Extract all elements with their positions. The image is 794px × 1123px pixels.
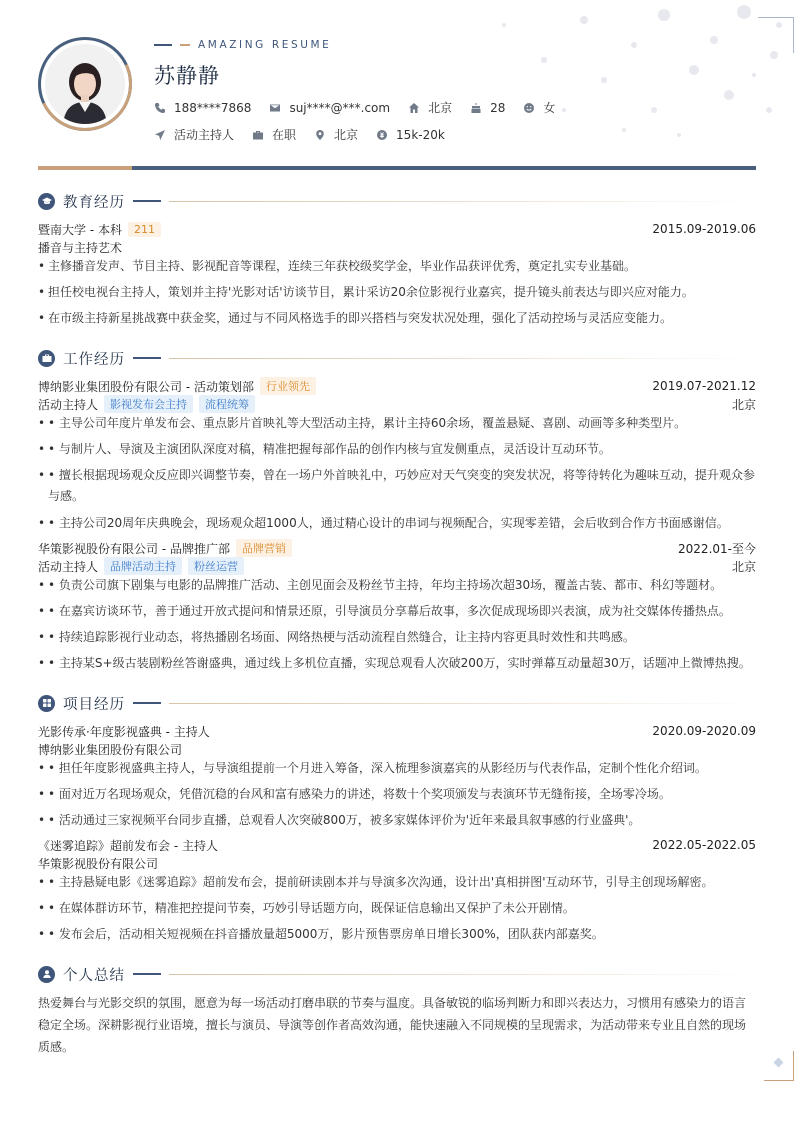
school-name: 暨南大学 - 本科	[38, 222, 122, 237]
job-intent-row	[154, 126, 463, 143]
section-summary	[38, 965, 756, 983]
avatar-photo	[45, 44, 125, 124]
list-item: • 担任校电视台主持人，策划并主持'光影对话'访谈节目，累计采访20余位影视行业嘉宾，提升镜头前表达与即兴应对能力。	[38, 285, 694, 299]
header-divider	[38, 166, 756, 170]
list-item: • • 负责公司旗下剧集与电影的品牌推广活动、主创见面会及粉丝节主持，年均主持场次超30场，覆盖古装、都市、科幻等题材。	[38, 578, 723, 592]
coin-icon	[376, 129, 388, 141]
user-icon	[38, 966, 55, 983]
list-item: • • 持续追踪影视行业动态，将热播剧名场面、网络热梗与活动流程自然缝合，让主持内容更具时效性和共鸣感。	[38, 630, 635, 644]
location-pin-icon	[314, 129, 326, 141]
list-item: • 在市级主持新星挑战赛中获金奖，通过与不同风格选手的即兴搭档与突发状况处理，强化了活动控场与灵活应变能力。	[38, 311, 673, 325]
section-title: 工作经历	[63, 351, 125, 368]
education-date: 2015.09-2019.06	[652, 222, 756, 236]
skill-tag: 影视发布会主持	[104, 395, 193, 413]
company: 华策影视股份有限公司 - 品牌推广部	[38, 541, 230, 556]
list-item: • • 在媒体群访环节，精准把控提问节奏，巧妙引导话题方向，既保证信息输出又保护了未公开剧情。	[38, 901, 575, 915]
list-item: • • 发布会后，活动相关短视频在抖音播放量超5000万，影片预售票房单日增长300%，团队获内部嘉奖。	[38, 927, 604, 941]
section-title: 项目经历	[63, 696, 125, 713]
salary-text: 15k-20k	[396, 127, 445, 142]
project-org-row	[38, 741, 756, 757]
tagline-text: AMAZING RESUME	[198, 39, 332, 51]
company: 博纳影业集团股份有限公司 - 活动策划部	[38, 379, 254, 394]
project-date: 2022.05-2022.05	[652, 838, 756, 852]
project-org: 华策影视股份有限公司	[38, 856, 159, 871]
section-title: 教育经历	[63, 194, 125, 211]
company-tag: 行业领先	[260, 377, 316, 395]
graduation-cap-icon	[38, 193, 55, 210]
home-item	[408, 99, 452, 116]
summary-text: 热爱舞台与光影交织的氛围，愿意为每一场活动打磨串联的节奏与温度。具备敏锐的临场判断力和即兴表达力，习惯用有感染力的语言稳定全场。深耕影视行业语境，擅长与演员、导演等创作者高效沟通，能快速融入不同规模的呈现需求，为活动带来专业且自然的现场质感。	[38, 996, 747, 1054]
list-item: • • 擅长根据现场观众反应即兴调整节奏，曾在一场户外首映礼中，巧妙应对天气突变的突发状况，将等待转化为趣味互动，提升观众参与感。	[38, 468, 755, 503]
list-item: • • 与制片人、导演及主演团队深度对稿，精准把握每部作品的创作内核与宣发侧重点，灵活设计互动环节。	[38, 442, 611, 456]
avatar	[38, 37, 132, 131]
project-name: 《迷雾追踪》超前发布会 - 主持人	[38, 838, 218, 853]
list-item: • • 面对近万名现场观众，凭借沉稳的台风和富有感染力的讲述，将数十个奖项颁发与表演环节无缝衔接，全场零冷场。	[38, 787, 671, 801]
briefcase-icon	[252, 129, 264, 141]
list-item: • • 活动通过三家视频平台同步直播，总观看人次突破800万，被多家媒体评价为'近年来最具叙事感的行业盛典'。	[38, 813, 641, 827]
phone-text: 188****7868	[174, 100, 252, 115]
salary-item	[376, 128, 445, 142]
email-text: suj****@***.com	[289, 100, 391, 115]
project-header	[38, 837, 756, 853]
company-tag: 品牌营销	[236, 539, 292, 557]
phone-item	[154, 101, 251, 115]
briefcase-icon	[38, 350, 55, 367]
list-item: • • 主导公司年度片单发布会、重点影片首映礼等大型活动主持，累计主持60余场，覆盖悬疑、喜剧、动画等多种类型片。	[38, 416, 687, 430]
list-item: • • 主持悬疑电影《迷雾追踪》超前发布会，提前研读剧本并与导演多次沟通，设计出'真相拼图'互动环节，引导主创现场解密。	[38, 875, 714, 889]
list-item: • 主修播音发声、节目主持、影视配音等课程，连续三年获校级奖学金，毕业作品获评优秀，奠定扎实专业基础。	[38, 259, 637, 273]
email-item	[269, 101, 390, 115]
major: 播音与主持艺术	[38, 240, 123, 255]
job-header	[38, 540, 756, 556]
list-item: • • 在嘉宾访谈环节，善于通过开放式提问和情景还原，引导演员分享幕后故事，多次促成现场即兴表演，成为社交媒体传播热点。	[38, 604, 731, 618]
project-org: 博纳影业集团股份有限公司	[38, 742, 183, 757]
city-item	[314, 126, 358, 143]
tagline-bar-accent	[180, 44, 190, 46]
home-text: 北京	[428, 101, 453, 115]
age-item	[470, 101, 505, 115]
grid-icon	[38, 695, 55, 712]
status-item	[252, 126, 296, 143]
skill-tag: 粉丝运营	[188, 557, 244, 575]
role: 活动主持人	[38, 559, 99, 574]
candidate-name: 苏静静	[154, 64, 220, 88]
job-city: 北京	[731, 559, 756, 574]
age-text: 28	[490, 100, 506, 115]
city-text: 北京	[334, 128, 359, 142]
list-item: • • 担任年度影视盛典主持人，与导演组提前一个月进入筹备，深入梳理参演嘉宾的从影经历与代表作品，定制个性化介绍词。	[38, 761, 707, 775]
send-icon	[154, 129, 166, 141]
tagline	[154, 39, 331, 51]
section-title: 个人总结	[63, 967, 125, 984]
section-education	[38, 192, 756, 210]
major-row	[38, 239, 756, 255]
job-role-row	[38, 558, 756, 574]
phone-icon	[154, 102, 166, 114]
gender-item	[523, 99, 555, 116]
list-item: • • 主持某S+级古装剧粉丝答谢盛典，通过线上多机位直播，实现总观看人次破200万，实时弹幕互动量超30万，话题冲上微博热搜。	[38, 656, 751, 670]
section-projects	[38, 694, 756, 712]
skill-tag: 流程统筹	[199, 395, 255, 413]
cake-icon	[470, 102, 482, 114]
gender-text: 女	[543, 101, 556, 115]
job-date: 2019.07-2021.12	[652, 379, 756, 393]
project-name: 光影传承·年度影视盛典 - 主持人	[38, 724, 210, 739]
project-date: 2020.09-2020.09	[652, 724, 756, 738]
role: 活动主持人	[38, 397, 99, 412]
tagline-bar	[154, 44, 172, 46]
list-item: • • 主持公司20周年庆典晚会，现场观众超1000人，通过精心设计的串词与视频配合，实现零差错，会后收到合作方书面感谢信。	[38, 516, 729, 530]
contact-row	[154, 99, 573, 116]
position-item	[154, 126, 234, 143]
education-row	[38, 221, 756, 237]
position-text: 活动主持人	[174, 128, 235, 142]
project-org-row	[38, 855, 756, 871]
job-role-row	[38, 396, 756, 412]
job-header	[38, 378, 756, 394]
home-icon	[408, 102, 420, 114]
job-city: 北京	[731, 397, 756, 412]
school-tag: 211	[128, 222, 161, 237]
smile-icon	[523, 102, 535, 114]
corner-ornament-top	[758, 17, 794, 53]
job-date: 2022.01-至今	[678, 541, 756, 556]
status-text: 在职	[272, 128, 297, 142]
skill-tag: 品牌活动主持	[104, 557, 182, 575]
project-header	[38, 723, 756, 739]
section-work	[38, 349, 756, 367]
mail-icon	[269, 102, 281, 114]
